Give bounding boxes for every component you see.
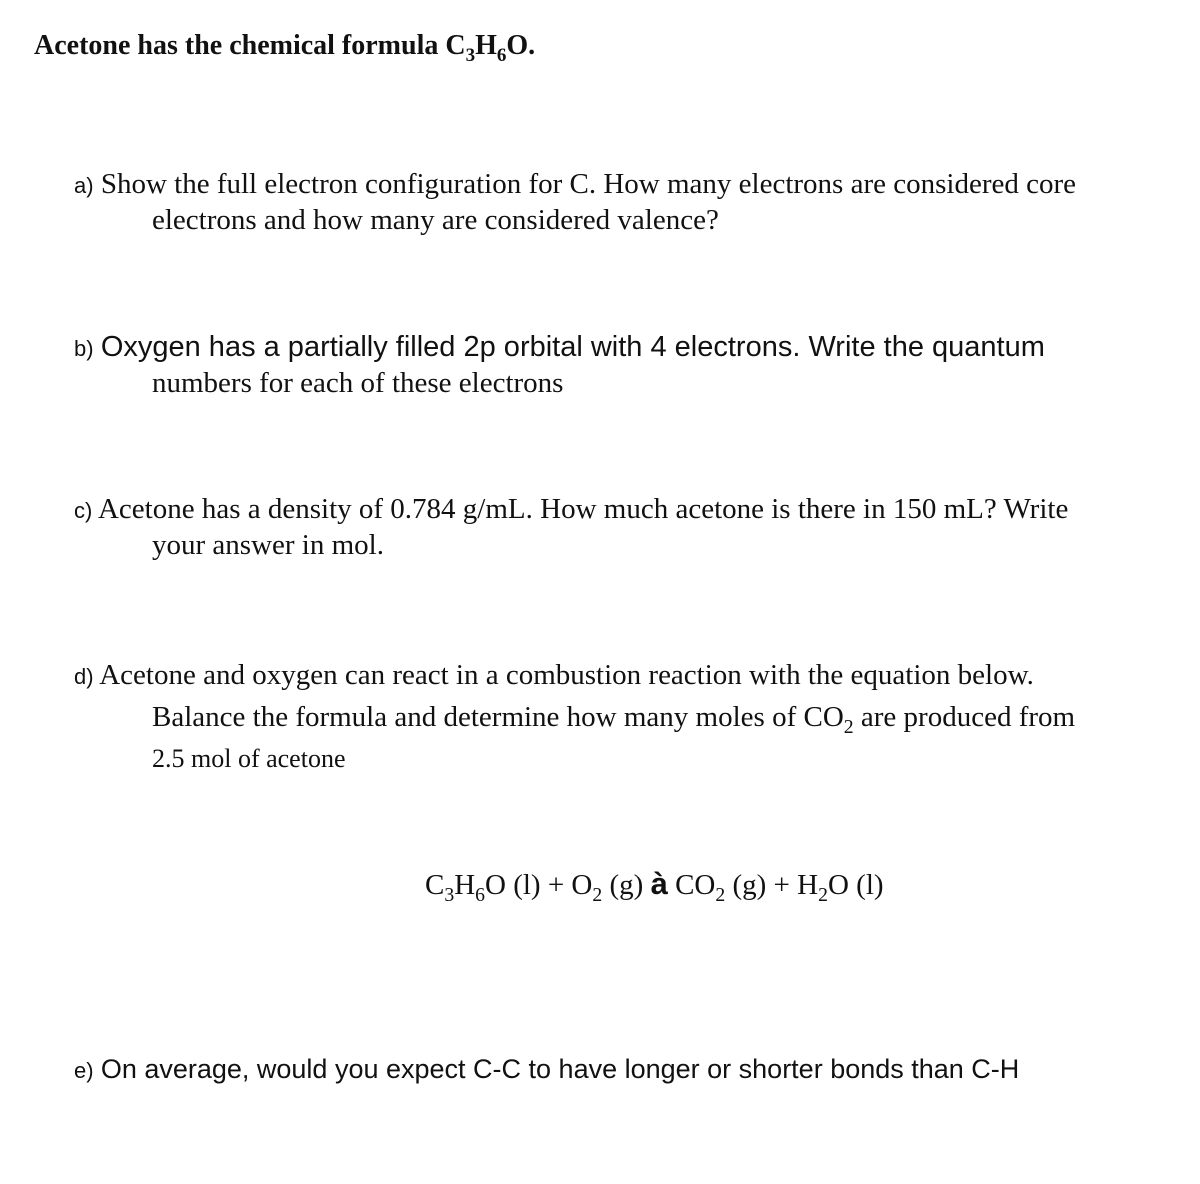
question-text: Oxygen has a partially filled 2p orbital with 4 electrons. Write the quantum: [100, 331, 1045, 363]
question-a: [74, 167, 1076, 238]
question-text: Acetone and oxygen can react in a combustion reaction with the equation below.: [99, 659, 1034, 691]
question-e: [74, 1052, 1019, 1088]
question-text: Show the full electron configuration for C. How many electrons are considered core: [100, 168, 1077, 200]
question-label: b): [74, 336, 94, 361]
question-text-cont: numbers for each of these electrons: [152, 367, 564, 399]
page-title: Acetone has the chemical formula $C_3H_6O$.: [34, 30, 536, 66]
question-text: On average, would you expect C-C to have longer or shorter bonds than C-H: [100, 1054, 1020, 1084]
reaction-arrow: à: [650, 866, 668, 901]
question-text-cont: 2.5 mol of acetone: [152, 744, 346, 773]
question-text-cont: your answer in mol.: [152, 529, 384, 561]
question-label: e): [74, 1058, 94, 1083]
question-text: Acetone has a density of 0.784 g/mL. How much acetone is there in 150 mL? Write: [97, 493, 1069, 525]
combustion-equation: $C_3H_6O$ $(l) + O_2$ (g) à $CO_2$ $(g) + H_2O$ (l): [425, 866, 884, 906]
question-label: c): [74, 498, 93, 523]
question-label: d): [74, 664, 94, 689]
question-text-cont: Balance the formula and determine how many moles of $CO_2$ are produced from: [152, 701, 1076, 738]
question-c: [74, 492, 1068, 563]
question-b: [74, 330, 1045, 401]
question-text-cont: electrons and how many are considered valence?: [152, 204, 719, 236]
question-label: a): [74, 173, 94, 198]
question-d: [74, 655, 1075, 779]
